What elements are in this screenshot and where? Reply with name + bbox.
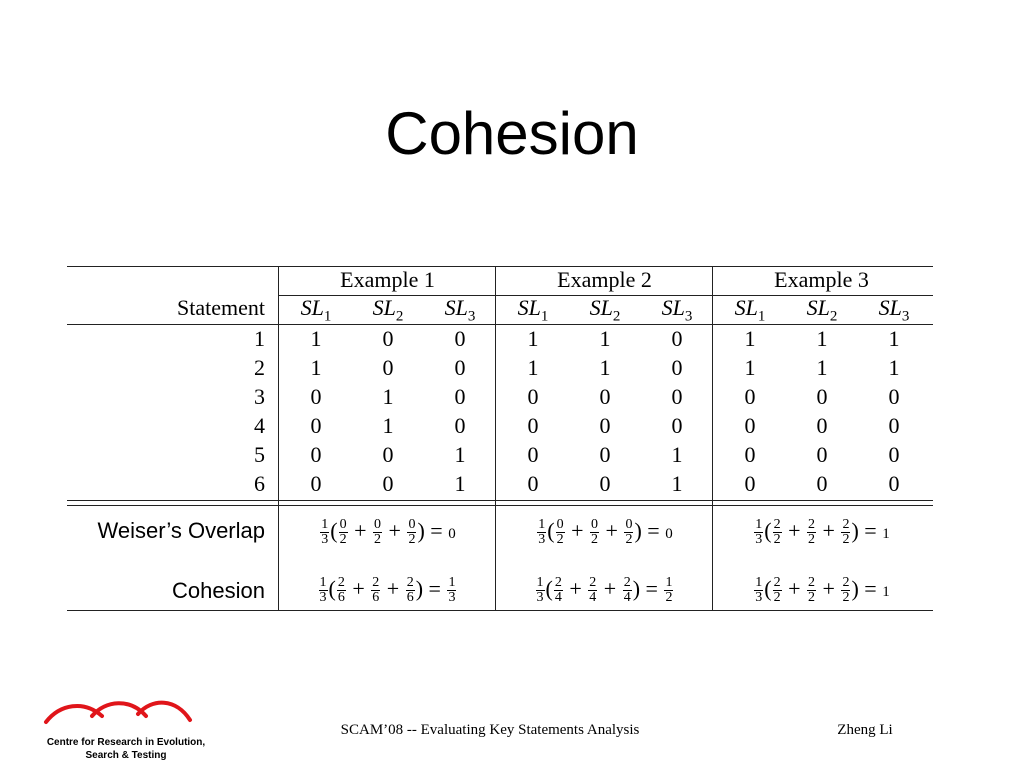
sl-subscript: 3 xyxy=(684,308,693,325)
overlap-formula-example-2 xyxy=(496,518,713,547)
formula-result: 1 xyxy=(882,526,890,542)
table-cell: 1 xyxy=(527,355,539,380)
formula-operator: + xyxy=(381,576,405,601)
result-fraction xyxy=(447,576,456,605)
table-cell: 1 xyxy=(816,326,828,351)
table-cell: 0 xyxy=(671,355,683,380)
term-fraction xyxy=(773,576,782,605)
footer-author: Zheng Li xyxy=(837,722,893,738)
numerator: 1 xyxy=(755,575,763,591)
cohesion-formula-example-2 xyxy=(496,576,713,605)
numerator: 0 xyxy=(339,517,347,533)
table-cell: 0 xyxy=(888,442,900,467)
footer-title: SCAM’08 -- Evaluating Key Statements Analysis xyxy=(340,722,640,738)
sl-label: SL xyxy=(372,295,396,320)
table-cell: 1 xyxy=(888,326,900,351)
numerator: 2 xyxy=(623,575,631,591)
table-cell: 0 xyxy=(816,442,828,467)
table-cell: 1 xyxy=(310,326,322,351)
numerator: 2 xyxy=(773,575,781,591)
term-fraction xyxy=(373,518,382,547)
formula-operator: ) = xyxy=(417,518,449,543)
formula-operator: + xyxy=(565,518,590,543)
table-cell: 0 xyxy=(527,471,539,496)
sl-label: SL xyxy=(878,295,902,320)
table-cell: 0 xyxy=(527,384,539,409)
table-cell: 1 xyxy=(744,355,756,380)
denominator: 3 xyxy=(536,590,544,606)
denominator: 2 xyxy=(842,590,850,606)
numerator: 2 xyxy=(372,575,380,591)
table-cell: 1 xyxy=(816,355,828,380)
table-cell: 0 xyxy=(744,442,756,467)
denominator: 2 xyxy=(625,532,633,548)
numerator: 0 xyxy=(408,517,416,533)
denominator: 6 xyxy=(337,590,345,606)
sl-label: SL xyxy=(300,295,324,320)
numerator: 1 xyxy=(755,517,763,533)
numerator: 1 xyxy=(665,575,673,591)
numerator: 2 xyxy=(808,575,816,591)
table-cell: 0 xyxy=(599,442,611,467)
denominator: 3 xyxy=(448,590,456,606)
term-fraction xyxy=(807,576,816,605)
table-cell: 1 xyxy=(382,384,394,409)
table-cell: 0 xyxy=(744,384,756,409)
denominator: 2 xyxy=(339,532,347,548)
formula-operator: ( xyxy=(764,518,772,543)
formula-result: 1 xyxy=(882,584,890,600)
statement-number: 6 xyxy=(254,471,265,496)
table-cell: 0 xyxy=(744,471,756,496)
weisers-overlap-label: Weiser’s Overlap xyxy=(97,518,265,543)
table-cell: 0 xyxy=(527,413,539,438)
term-fraction xyxy=(588,576,597,605)
table-cell: 1 xyxy=(888,355,900,380)
table-divider-3 xyxy=(712,266,713,610)
term-fraction xyxy=(556,518,565,547)
table-body-rule-2 xyxy=(67,505,933,506)
term-fraction xyxy=(371,576,380,605)
denominator: 2 xyxy=(808,532,816,548)
table-cell: 0 xyxy=(816,384,828,409)
sl-subscript: 3 xyxy=(901,308,910,325)
logo-line-1: Centre for Research in Evolution, xyxy=(46,737,206,748)
numerator: 2 xyxy=(406,575,414,591)
formula-operator: + xyxy=(600,518,624,543)
coefficient-fraction xyxy=(319,576,328,605)
denominator: 2 xyxy=(591,532,599,548)
table-bottom-rule xyxy=(67,610,933,611)
term-fraction xyxy=(773,518,782,547)
table-cell: 0 xyxy=(382,471,394,496)
formula-operator: ( xyxy=(328,576,336,601)
formula-operator: ( xyxy=(547,518,555,543)
numerator: 2 xyxy=(337,575,345,591)
table-cell: 0 xyxy=(744,413,756,438)
denominator: 4 xyxy=(623,590,631,606)
table-cell: 0 xyxy=(671,413,683,438)
numerator: 2 xyxy=(773,517,781,533)
table-cell: 0 xyxy=(599,384,611,409)
denominator: 2 xyxy=(556,532,564,548)
table-cell: 0 xyxy=(382,326,394,351)
coefficient-fraction xyxy=(537,518,546,547)
table-cell: 0 xyxy=(816,471,828,496)
numerator: 2 xyxy=(589,575,597,591)
term-fraction xyxy=(406,576,415,605)
formula-result: 0 xyxy=(448,526,456,542)
logo-text xyxy=(28,736,224,762)
term-fraction xyxy=(339,518,348,547)
denominator: 2 xyxy=(665,590,673,606)
formula-operator: + xyxy=(383,518,407,543)
formula-operator: ) = xyxy=(415,576,447,601)
cohesion-label: Cohesion xyxy=(172,578,265,603)
sl-label: SL xyxy=(444,295,468,320)
table-cell: 0 xyxy=(454,413,466,438)
formula-operator: ) = xyxy=(851,518,883,543)
table-cell: 1 xyxy=(454,442,466,467)
table-cell: 0 xyxy=(454,326,466,351)
denominator: 3 xyxy=(538,532,546,548)
table-cell: 1 xyxy=(671,442,683,467)
numerator: 2 xyxy=(842,517,850,533)
slide-title: Cohesion xyxy=(385,100,639,167)
numerator: 0 xyxy=(374,517,382,533)
sl-subscript: 2 xyxy=(829,308,838,325)
table-divider-2 xyxy=(495,266,496,610)
denominator: 2 xyxy=(842,532,850,548)
term-fraction xyxy=(554,576,563,605)
term-fraction xyxy=(590,518,599,547)
table-cell: 0 xyxy=(671,384,683,409)
formula-operator: ) = xyxy=(632,576,664,601)
denominator: 2 xyxy=(808,590,816,606)
example-1-header: Example 1 xyxy=(340,267,435,292)
denominator: 2 xyxy=(773,590,781,606)
formula-operator: + xyxy=(348,518,373,543)
table-cell: 0 xyxy=(382,442,394,467)
overlap-formula-example-1 xyxy=(279,518,496,547)
table-cell: 0 xyxy=(310,384,322,409)
table-cell: 0 xyxy=(527,442,539,467)
table-cell: 0 xyxy=(310,413,322,438)
table-cell: 1 xyxy=(382,413,394,438)
overlap-formula-example-3 xyxy=(713,518,930,547)
formula-operator: ( xyxy=(764,576,772,601)
sl-label: SL xyxy=(589,295,613,320)
numerator: 2 xyxy=(554,575,562,591)
sl-subscript: 1 xyxy=(757,308,766,325)
statement-number: 2 xyxy=(254,355,265,380)
sl-subscript: 1 xyxy=(323,308,332,325)
sl-label: SL xyxy=(806,295,830,320)
table-cell: 0 xyxy=(599,471,611,496)
term-fraction xyxy=(407,518,416,547)
table-cell: 0 xyxy=(888,384,900,409)
coefficient-fraction xyxy=(754,518,763,547)
table-cell: 0 xyxy=(454,355,466,380)
sl-subscript: 2 xyxy=(395,308,404,325)
statement-number: 5 xyxy=(254,442,265,467)
denominator: 3 xyxy=(755,590,763,606)
table-body-rule-1 xyxy=(67,500,933,501)
formula-operator: + xyxy=(782,576,807,601)
formula-operator: + xyxy=(563,576,588,601)
formula-operator: ( xyxy=(330,518,338,543)
denominator: 4 xyxy=(589,590,597,606)
denominator: 2 xyxy=(773,532,781,548)
statement-header: Statement xyxy=(177,295,265,320)
result-fraction xyxy=(664,576,673,605)
formula-operator: + xyxy=(817,576,841,601)
numerator: 0 xyxy=(591,517,599,533)
numerator: 1 xyxy=(536,575,544,591)
denominator: 3 xyxy=(321,532,329,548)
term-fraction xyxy=(623,576,632,605)
formula-operator: ) = xyxy=(634,518,666,543)
term-fraction xyxy=(624,518,633,547)
denominator: 2 xyxy=(374,532,382,548)
term-fraction xyxy=(337,576,346,605)
formula-operator: + xyxy=(817,518,841,543)
sl-subscript: 2 xyxy=(612,308,621,325)
table-cell: 1 xyxy=(454,471,466,496)
numerator: 1 xyxy=(538,517,546,533)
formula-operator: + xyxy=(598,576,622,601)
denominator: 6 xyxy=(406,590,414,606)
table-cell: 0 xyxy=(310,471,322,496)
statement-number: 4 xyxy=(254,413,265,438)
denominator: 3 xyxy=(319,590,327,606)
numerator: 2 xyxy=(808,517,816,533)
table-cell: 0 xyxy=(454,384,466,409)
cohesion-formula-example-1 xyxy=(279,576,496,605)
sl-label: SL xyxy=(734,295,758,320)
table-cell: 0 xyxy=(888,413,900,438)
statement-number: 3 xyxy=(254,384,265,409)
sl-subscript: 3 xyxy=(467,308,476,325)
formula-operator: ) = xyxy=(851,576,883,601)
table-cell: 0 xyxy=(671,326,683,351)
term-fraction xyxy=(841,576,850,605)
statement-number: 1 xyxy=(254,326,265,351)
table-divider-1 xyxy=(278,266,279,610)
denominator: 3 xyxy=(755,532,763,548)
formula-operator: + xyxy=(346,576,371,601)
numerator: 1 xyxy=(448,575,456,591)
coefficient-fraction xyxy=(754,576,763,605)
example-2-header: Example 2 xyxy=(557,267,652,292)
term-fraction xyxy=(841,518,850,547)
numerator: 2 xyxy=(842,575,850,591)
formula-operator: + xyxy=(782,518,807,543)
coefficient-fraction xyxy=(536,576,545,605)
denominator: 6 xyxy=(372,590,380,606)
term-fraction xyxy=(807,518,816,547)
formula-result: 0 xyxy=(665,526,673,542)
table-cell: 0 xyxy=(599,413,611,438)
coefficient-fraction xyxy=(320,518,329,547)
table-cell: 1 xyxy=(599,326,611,351)
denominator: 2 xyxy=(408,532,416,548)
example-3-header: Example 3 xyxy=(774,267,869,292)
table-cell: 1 xyxy=(310,355,322,380)
numerator: 0 xyxy=(556,517,564,533)
sl-label: SL xyxy=(661,295,685,320)
denominator: 4 xyxy=(554,590,562,606)
numerator: 1 xyxy=(319,575,327,591)
logo-line-2: Search & Testing xyxy=(85,750,167,761)
table-cell: 1 xyxy=(671,471,683,496)
numerator: 0 xyxy=(625,517,633,533)
table-cell: 1 xyxy=(599,355,611,380)
sl-label: SL xyxy=(517,295,541,320)
table-cell: 1 xyxy=(744,326,756,351)
sl-subscript: 1 xyxy=(540,308,549,325)
cohesion-formula-example-3 xyxy=(713,576,930,605)
table-cell: 1 xyxy=(527,326,539,351)
table-cell: 0 xyxy=(310,442,322,467)
table-cell: 0 xyxy=(816,413,828,438)
table-cell: 0 xyxy=(382,355,394,380)
numerator: 1 xyxy=(321,517,329,533)
formula-operator: ( xyxy=(545,576,553,601)
table-cell: 0 xyxy=(888,471,900,496)
